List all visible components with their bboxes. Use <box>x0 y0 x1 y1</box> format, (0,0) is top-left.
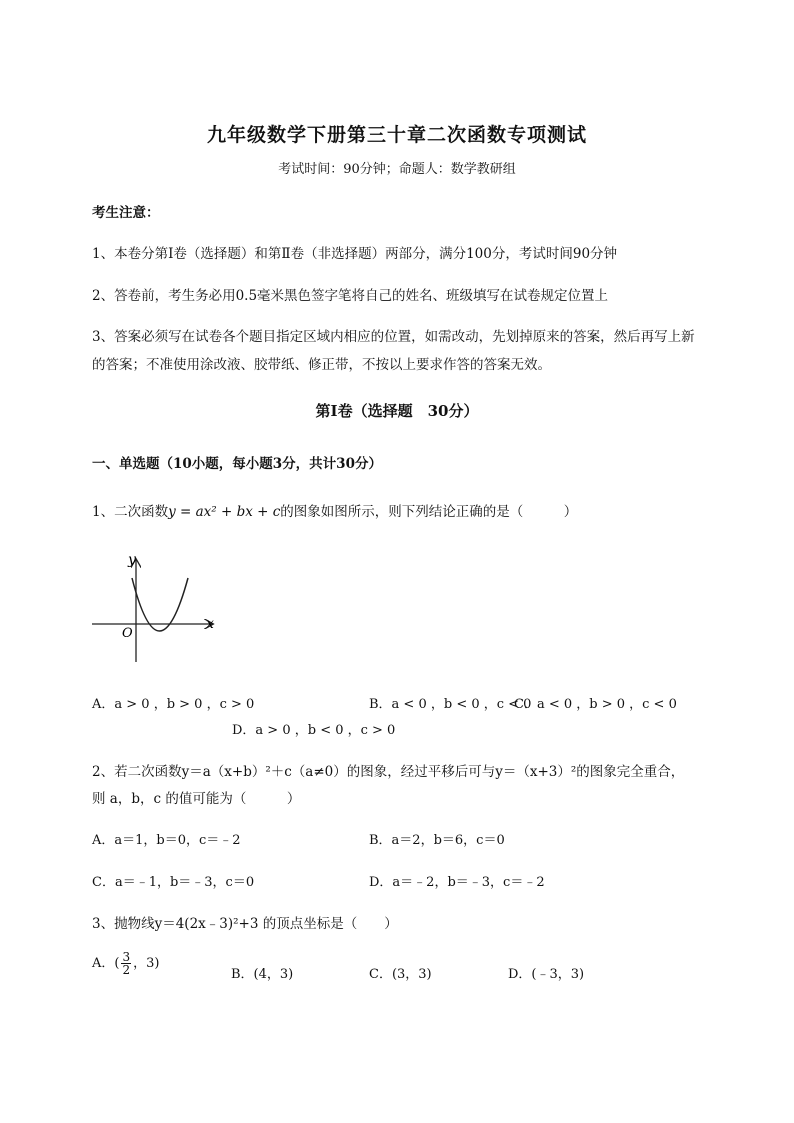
y-axis-label: y <box>128 552 136 568</box>
origin-label: O <box>122 626 133 641</box>
fraction-numerator: 3 <box>122 950 131 964</box>
page-title: 九年级数学下册第三十章二次函数专项测试 <box>206 124 587 146</box>
question-2-option-c[interactable]: C．a＝﹣1，b＝﹣3，c＝0 <box>92 875 255 890</box>
question-3-stem: 3、抛物线y＝4(2x﹣3)²+3 的顶点坐标是（ ） <box>92 916 398 932</box>
question-1-suffix: 的图象如图所示，则下列结论正确的是（ ） <box>280 504 578 520</box>
question-2-option-b[interactable]: B．a＝2，b＝6，c＝0 <box>369 833 505 848</box>
fraction <box>121 951 131 976</box>
notice-heading: 考生注意： <box>92 205 160 221</box>
question-1-prefix: 1、二次函数 <box>92 504 169 520</box>
question-3-option-c[interactable]: C．(3，3) <box>369 967 432 982</box>
question-3-option-a[interactable] <box>92 951 159 976</box>
question-3-option-d[interactable]: D．(﹣3，3) <box>508 967 585 982</box>
fraction-denominator: 2 <box>122 963 131 977</box>
notice-item-3-line2: 的答案；不准使用涂改液、胶带纸、修正带，不按以上要求作答的答案无效。 <box>92 357 551 373</box>
notice-item-2: 2、答卷前，考生务必用0.5毫米黑色签字笔将自己的姓名、班级填写在试卷规定位置上 <box>92 288 609 304</box>
question-3-option-a-prefix: A．( <box>92 956 120 971</box>
question-1-stem <box>92 500 577 520</box>
question-3-option-b[interactable]: B．(4，3) <box>231 967 294 982</box>
parabola-graph <box>88 548 218 666</box>
question-1-option-b[interactable]: B．a < 0 ，b < 0 ，c < 0 <box>369 697 532 712</box>
question-2-option-d[interactable]: D．a＝﹣2，b＝﹣3，c＝﹣2 <box>369 875 545 890</box>
notice-item-1: 1、本卷分第Ⅰ卷（选择题）和第Ⅱ卷（非选择题）两部分，满分100分，考试时间90分钟 <box>92 246 618 262</box>
notice-item-3-line1: 3、答案必须写在试卷各个题目指定区域内相应的位置，如需改动，先划掉原来的答案，然后再写上新 <box>92 329 695 345</box>
section-subheading: 一、单选题（10小题，每小题3分，共计30分） <box>92 456 382 472</box>
question-1-option-a[interactable]: A．a > 0 ，b > 0 ，c > 0 <box>92 697 255 712</box>
question-2-stem-line1: 2、若二次函数y＝a（x+b）²＋c（a≠0）的图象，经过平移后可与y＝（x+3）²的图象完全重合， <box>92 764 685 780</box>
question-1-option-d[interactable]: D．a > 0 ，b < 0 ，c > 0 <box>232 723 396 738</box>
question-2-stem-line2: 则 a，b，c 的值可能为（ ） <box>92 791 301 807</box>
parabola-curve <box>132 578 188 631</box>
question-3-option-a-suffix: ，3) <box>133 956 160 971</box>
question-1-option-c[interactable]: C．a < 0 ，b > 0 ，c < 0 <box>514 697 677 712</box>
question-1-function: y = ax² + bx + c <box>168 504 281 520</box>
exam-info: 考试时间：90分钟；命题人：数学教研组 <box>278 162 516 177</box>
x-axis-label: x <box>206 616 214 632</box>
section-title: 第Ⅰ卷（选择题 30分） <box>315 402 479 420</box>
question-2-option-a[interactable]: A．a＝1，b＝0，c＝﹣2 <box>92 833 241 848</box>
